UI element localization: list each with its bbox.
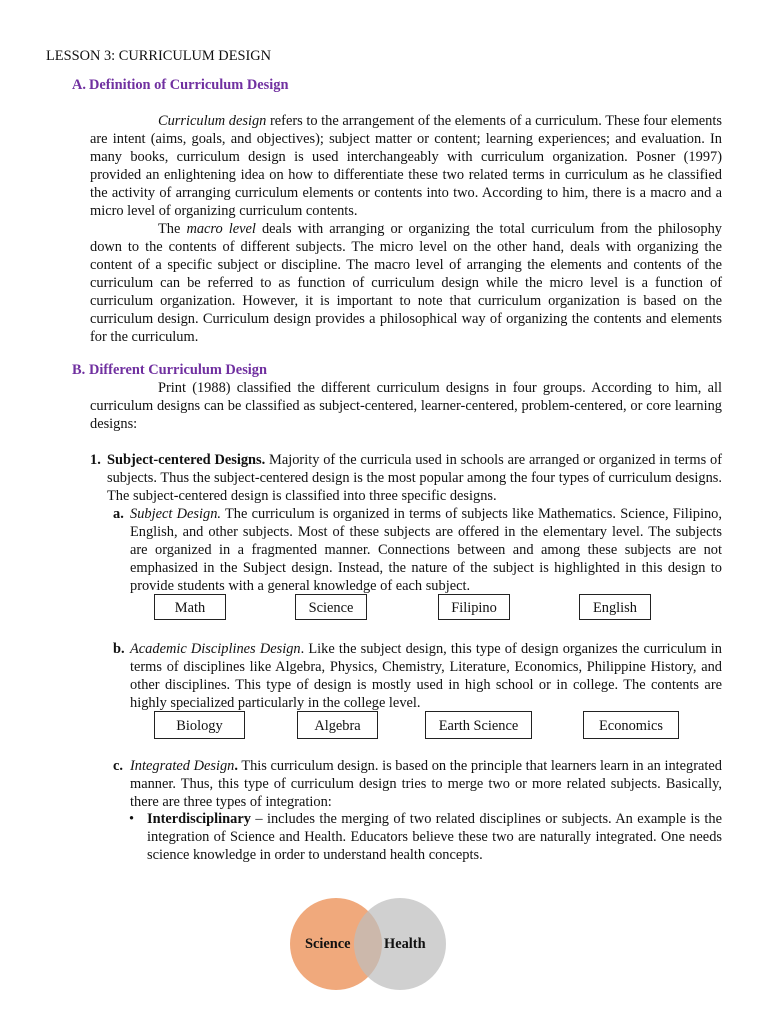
venn-label-science: Science (305, 936, 351, 952)
subject-box: Math (154, 594, 226, 620)
section-b-intro (90, 379, 722, 433)
section-a-letter: A. (72, 77, 86, 93)
item-letter: c. (113, 758, 123, 774)
venn-diagram (290, 898, 450, 994)
bullet-icon: • (129, 811, 135, 827)
subject-box: Filipino (438, 594, 510, 620)
paragraph-macro-level: The macro level deals with arranging or organizing the total curriculum from the philosophy down to the contents of different subjects. The micro level on the other hand, deals with organizing the content of a specific subject or discipline. The macro level of arranging the elements and contents of the curriculum can be referred to as function of curriculum design while the micro level is a function of curriculum organization. However, it is important to note that curriculum organization is based on the curriculum design. Curriculum design provides a philosophical way of organizing the contents and elements for the curriculum. (90, 221, 722, 345)
list-item-academic-disciplines: b. Academic Disciplines Design. Like the subject design, this type of design organizes the curriculum in terms of disciplines like Algebra, Physics, Chemistry, Literature, Economics, Philippine History, and other disciplines. This type of design is mostly used in high school or in college. The contents are highly specialized particularly in the college level. (113, 641, 722, 711)
discipline-boxes (0, 711, 768, 741)
section-a-heading (72, 76, 288, 94)
list-item-integrated-design: c. Integrated Design. This curriculum design. is based on the principle that learners learn in an integrated manner. Thus, this type of curriculum design tries to merge two or more related subjects. Basically, there are three types of integration: (113, 758, 722, 810)
item-title: Interdisciplinary (147, 811, 251, 827)
lesson-title: LESSON 3: CURRICULUM DESIGN (46, 48, 272, 64)
section-a-title: Definition of Curriculum Design (89, 77, 289, 93)
section-b-heading (72, 361, 267, 379)
section-a-body (90, 112, 722, 346)
paragraph-curriculum-design: Curriculum design refers to the arrangement of the elements of a curriculum. These four elements are intent (aims, goals, and objectives); subject matter or content; learning experiences; and evaluation. In many books, curriculum design is used interchangeably with curriculum organization. Posner (1997) provided an enlightening idea on how to differentiate these two related terms in curriculum as he classified the activity of arranging curriculum elements or contents into two. According to him, there is a macro and a micro level of organizing curriculum contents. (90, 113, 722, 219)
section-b-title: Different Curriculum Design (89, 362, 267, 378)
term-curriculum-design: Curriculum design (158, 113, 267, 129)
subject-box: English (579, 594, 651, 620)
venn-label-health: Health (384, 936, 426, 952)
item-title: Subject Design. (130, 506, 221, 522)
list-item-subject-design: a. Subject Design. The curriculum is organized in terms of subjects like Mathematics. Science, Filipino, English, and other subjects. Most of these subjects are offered in the elementary level. The subjects are organized in a fragmented manner. Connections between and among these subjects are not emphasized in the Subject design. Instead, the nature of the subject is highlighted in this design to provide students with a general knowledge of each subject. (113, 506, 722, 594)
section-b-letter: B. (72, 362, 86, 378)
item-title: Subject-centered Designs. (107, 452, 266, 468)
discipline-box: Economics (583, 711, 679, 739)
discipline-box: Biology (154, 711, 245, 739)
item-number: 1. (90, 452, 101, 468)
subject-boxes (0, 594, 768, 622)
subject-box: Science (295, 594, 367, 620)
term-macro-level: macro level (186, 221, 256, 237)
paragraph-print-1988: Print (1988) classified the different curriculum designs in four groups. According to him, all curriculum designs can be classified as subject-centered, learner-centered, problem-centered, or core learning designs: (90, 380, 722, 432)
list-item-subject-centered: 1. Subject-centered Designs. Majority of the curricula used in schools are arranged or organized in terms of subjects. Thus the subject-centered design is the most popular among the four types of curriculum designs. The subject-centered design is classified into three specific designs. (90, 452, 722, 504)
item-title: Academic Disciplines Design (130, 641, 301, 657)
discipline-box: Earth Science (425, 711, 532, 739)
item-title: Integrated Design (130, 758, 235, 774)
item-letter: a. (113, 506, 124, 522)
item-letter: b. (113, 641, 125, 657)
bullet-item-interdisciplinary: • Interdisciplinary – includes the merging of two related disciplines or subjects. An example is the integration of Science and Health. Educators believe these two are naturally integrated. One needs science knowledge in order to understand health concepts. (129, 811, 722, 863)
discipline-box: Algebra (297, 711, 378, 739)
